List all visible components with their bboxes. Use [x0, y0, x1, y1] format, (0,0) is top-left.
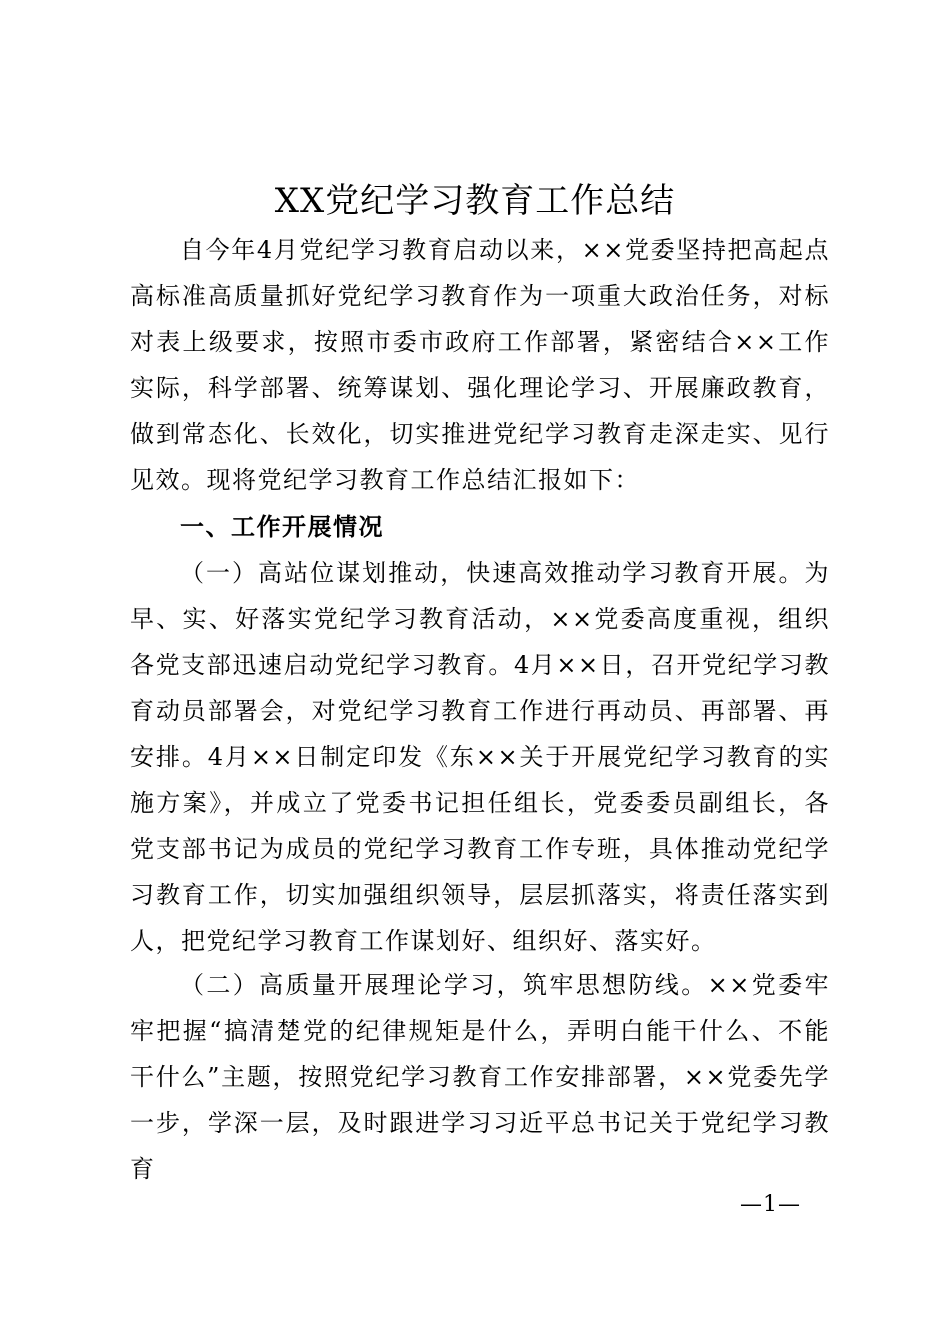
intro-paragraph: 自今年4月党纪学习教育启动以来，××党委坚持把高起点高标准高质量抓好党纪学习教育作为一项重大政治任务，对标对表上级要求，按照市委市政府工作部署，紧密结合××工作实际，科学部署、统筹谋划、强化理论学习、开展廉政教育，做到常态化、长效化，切实推进党纪学习教育走深走实、见行见效。现将党纪学习教育工作总结汇报如下：	[130, 236, 830, 494]
paragraph-planning: （一）高站位谋划推动，快速高效推动学习教育开展。为早、实、好落实党纪学习教育活动，××党委高度重视，组织各党支部迅速启动党纪学习教育。4月××日，召开党纪学习教育动员部署会，对党纪学习教育工作进行再动员、再部署、再安排。4月××日制定印发《东××关于开展党纪学习教育的实施方案》，并成立了党委书记担任组长，党委委员副组长，各党支部书记为成员的党纪学习教育工作专班，具体推动党纪学习教育工作，切实加强组织领导，层层抓落实，将责任落实到人，把党纪学习教育工作谋划好、组织好、落实好。	[130, 559, 830, 955]
document-title: XX党纪学习教育工作总结	[274, 181, 676, 221]
page-number: —1—	[740, 1192, 801, 1217]
paragraph-theory-study: （二）高质量开展理论学习，筑牢思想防线。××党委牢牢把握“搞清楚党的纪律规矩是什么，弄明白能干什么、不能干什么”主题，按照党纪学习教育工作安排部署，××党委先学一步，学深一层，及时跟进学习习近平总书记关于党纪学习教育	[130, 971, 830, 1183]
section-heading-work-progress: 一、工作开展情况	[180, 513, 384, 541]
